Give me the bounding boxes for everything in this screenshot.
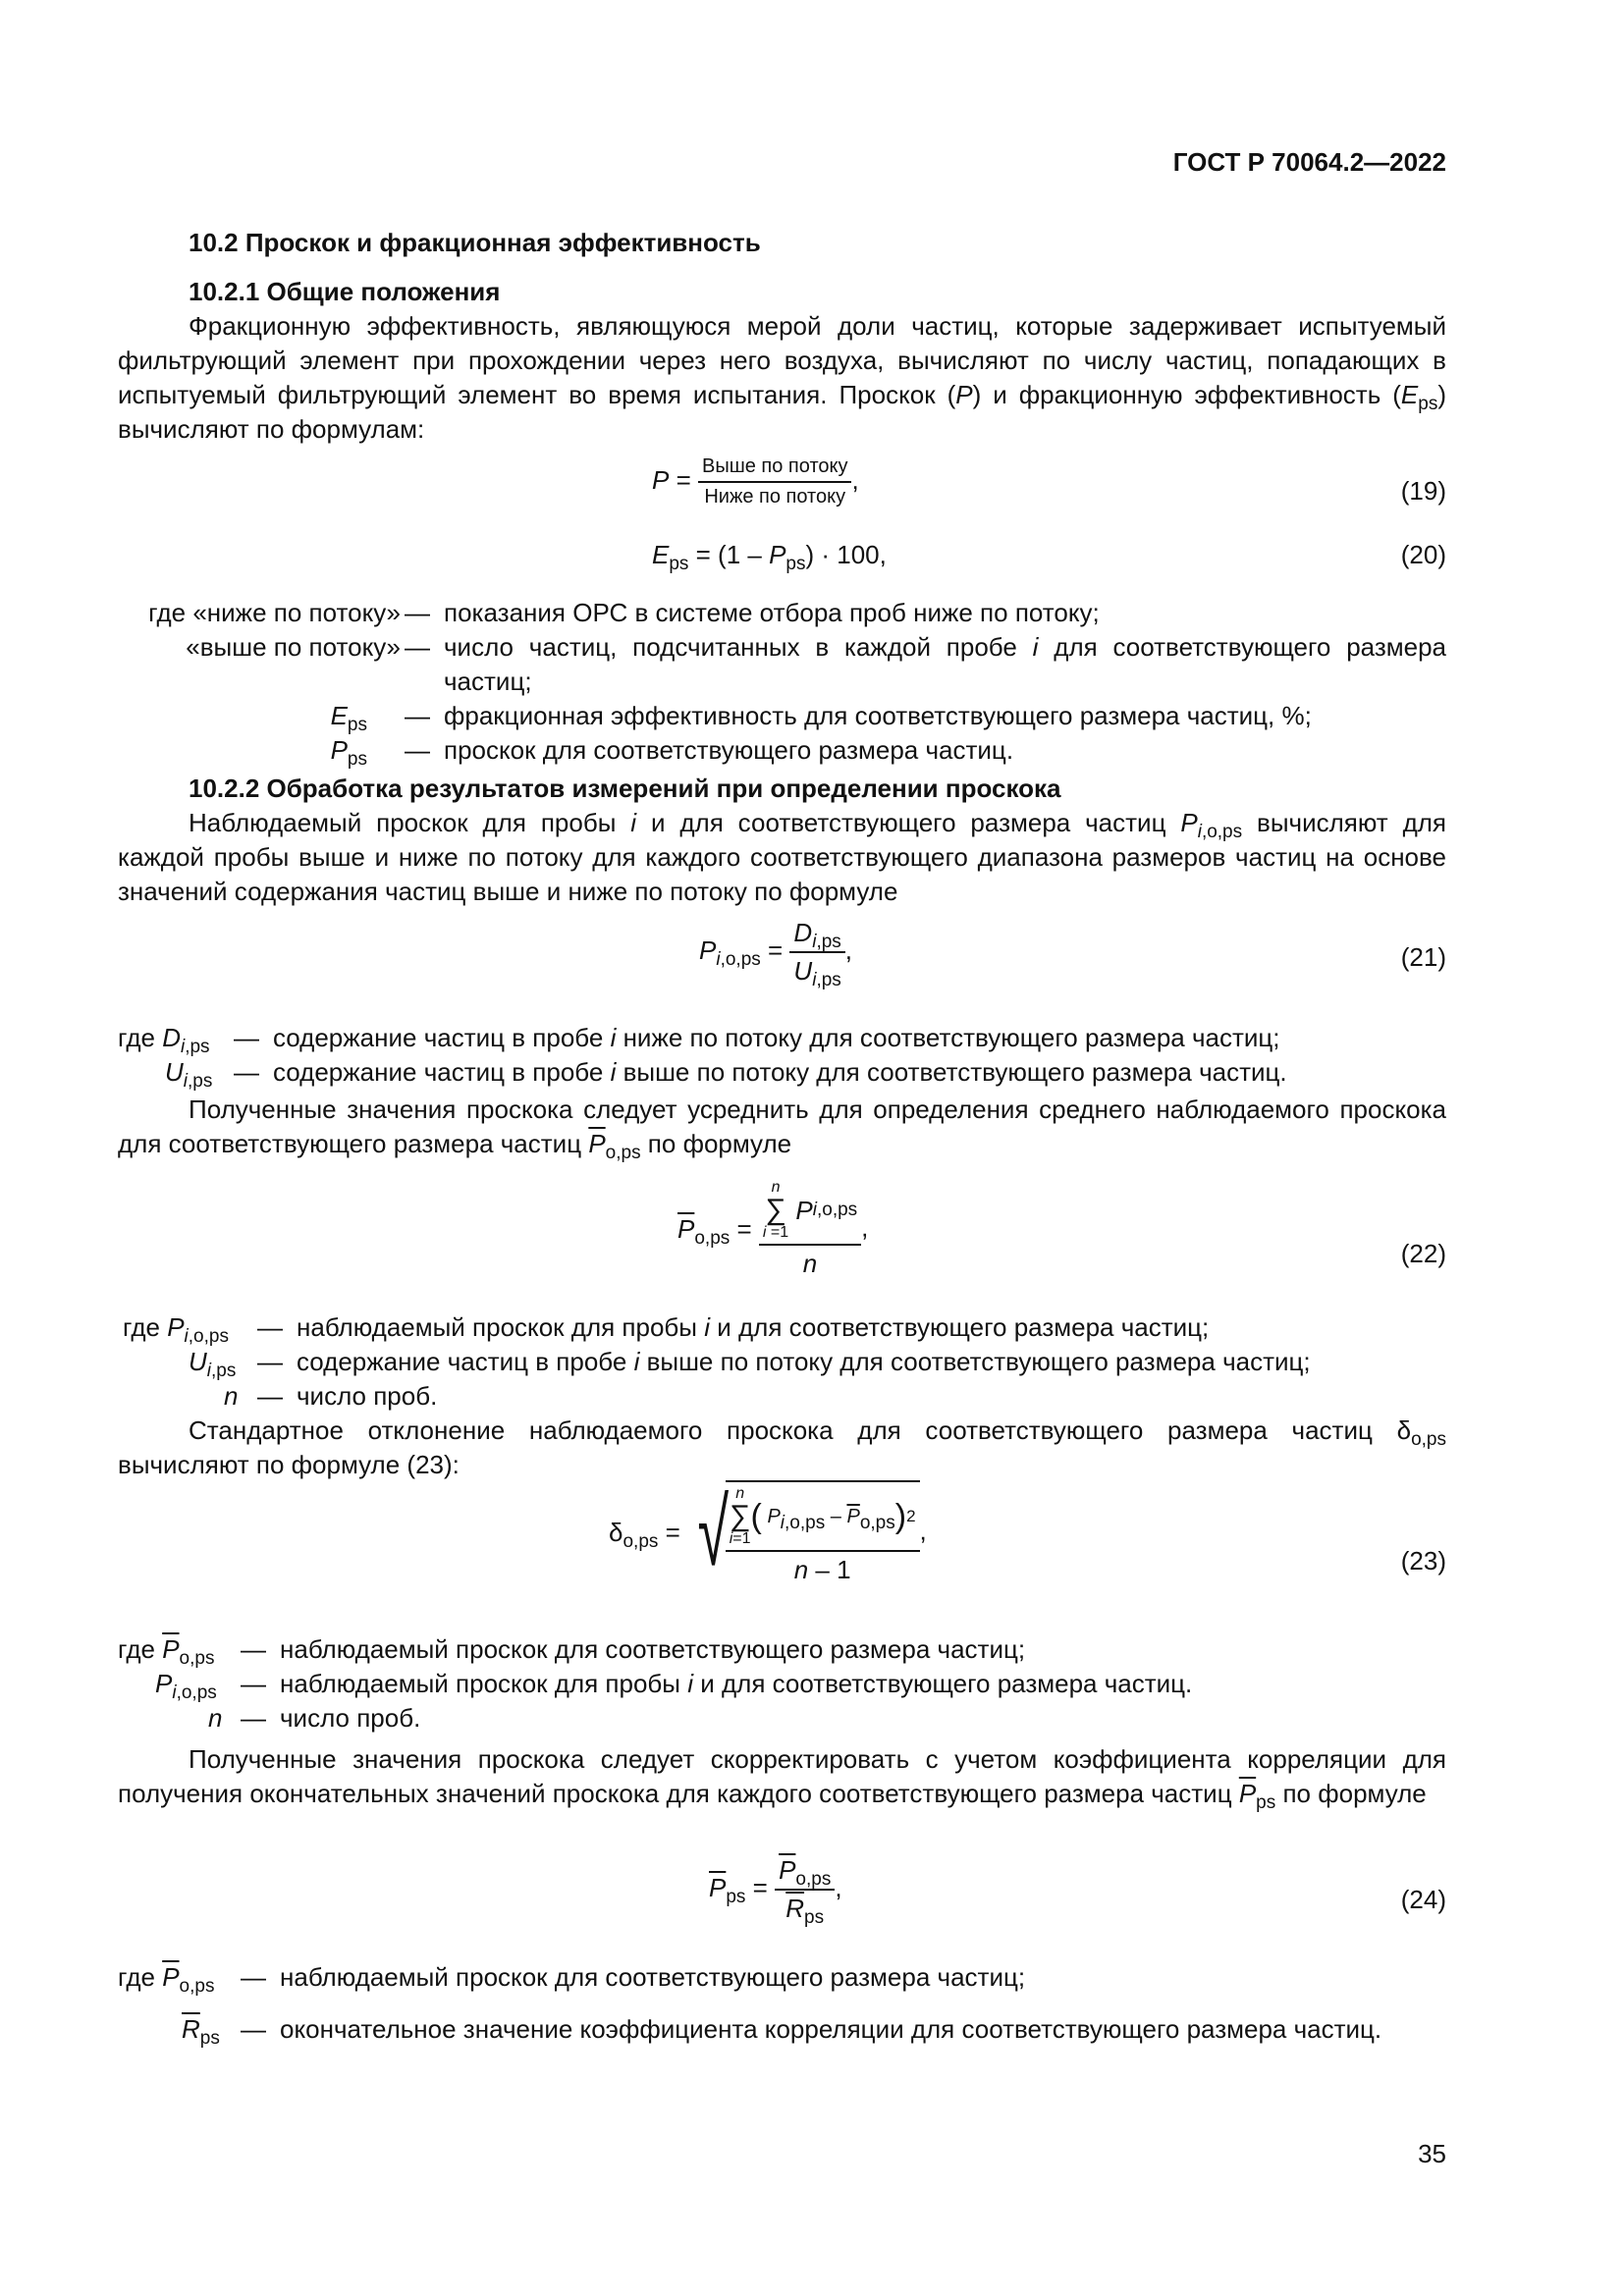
where3-dash: — [257, 1347, 283, 1376]
where1-def-eps: фракционная эффективность для соответствующего размера частиц, %; [444, 701, 1312, 730]
paragraph-averaging: Полученные значения проскока следует усреднить для определения среднего наблюдаемого проскока для соответствующего размера частиц $\overline{P}_{o,ps}$ по формуле [118, 1095, 1446, 1163]
where1-dash: — [405, 701, 430, 730]
where2-dash: — [234, 1023, 259, 1052]
where4-def-n: число проб. [280, 1703, 421, 1733]
where2-term-d: где $D_{i,ps}$ [118, 1023, 210, 1057]
equation-number-24: (24) [1400, 1885, 1446, 1914]
where3-term-n: n [224, 1381, 239, 1411]
where2-def-d: содержание частиц в пробе i ниже по потоку для соответствующего размера частиц; [273, 1023, 1280, 1052]
where4-def-pbar: наблюдаемый проскок для соответствующего размера частиц; [280, 1634, 1026, 1664]
equation-number-23: (23) [1400, 1546, 1446, 1575]
where5-def-rbar: окончательное значение коэффициента корреляции для соответствующего размера частиц. [280, 2014, 1382, 2044]
formula-24: $\overline{P}_{ps}$ = $\frac{\overline{P}_{o,ps}}{\overline{R}_{ps}}$ , [709, 1855, 842, 1928]
where3-def-p: наблюдаемый проскок для пробы i и для соответствующего размера частиц; [297, 1312, 1210, 1342]
document-code: ГОСТ Р 70064.2—2022 [1172, 147, 1446, 177]
where3-dash: — [257, 1381, 283, 1411]
formula-22: $\overline{P}_{o,ps}$ = n ∑ i =1 P i,o,ps n , [677, 1179, 869, 1278]
where1-def-upstream: число частиц, подсчитанных в каждой пробе i для соответствующего размера частиц; [444, 632, 1446, 696]
where3-term-u: $U_{i,ps}$ [189, 1347, 237, 1381]
where1-term-upstream: «выше по потоку» [186, 632, 401, 662]
where1-term-downstream: где «ниже по потоку» [148, 598, 401, 627]
where2-dash: — [234, 1057, 259, 1087]
where1-term-pps: $P_{ps}$ [330, 735, 367, 770]
where3-dash: — [257, 1312, 283, 1342]
where2-term-u: $U_{i,ps}$ [165, 1057, 213, 1092]
equation-number-20: (20) [1400, 540, 1446, 569]
section-title: 10.2 Проскок и фракционная эффективность [189, 228, 761, 257]
where1-dash: — [405, 632, 430, 662]
equation-number-22: (22) [1400, 1239, 1446, 1268]
where1-def-pps: проскок для соответствующего размера частиц. [444, 735, 1014, 765]
paragraph-general: Фракционную эффективность, являющуюся мерой доли частиц, которые задерживает испытуемый фильтрующий элемент при прохождении через него воздуха, вычисляют по числу частиц, попадающих в испытуемый фильтрующий элемент во время испытания. Проскок (P) и фракционную эффективность $(E_{ps})$ вычисляют по формулам: [118, 311, 1446, 444]
where5-dash: — [241, 2014, 266, 2044]
paragraph-processing: Наблюдаемый проскок для пробы i и для соответствующего размера частиц $P_{i,o,ps}$ вычисляют для каждой пробы выше и ниже по потоку для каждого соответствующего диапазона размеров частиц на основе значений содержания частиц выше и ниже по потоку по формуле [118, 808, 1446, 906]
equation-number-21: (21) [1400, 942, 1446, 972]
where2-def-u: содержание частиц в пробе i выше по потоку для соответствующего размера частиц. [273, 1057, 1287, 1087]
formula-23: $\delta_{o,ps}$ = √ n ∑ i=1 ( $P_{i,o,ps} - \overline{P}_{o,ps}$ ) 2 n – 1 , [609, 1479, 927, 1585]
where4-term-n: n [208, 1703, 223, 1733]
where3-term-p: где $P_{i,o,ps}$ [123, 1312, 229, 1347]
where4-term-p: $P_{i,o,ps}$ [155, 1669, 217, 1703]
where5-term-pbar: где $\overline{P}_{o,ps}$ [118, 1962, 215, 1997]
subsection-title-general: 10.2.1 Общие положения [189, 277, 501, 306]
formula-21: $P_{i,o,ps}$ = $\frac{D_{i,ps}}{U_{i,ps}}$ , [699, 918, 853, 990]
where4-dash: — [241, 1703, 266, 1733]
paragraph-std-dev: Стандартное отклонение наблюдаемого проскока для соответствующего размера частиц $\delta_{o,ps}$ вычисляют по формуле (23): [118, 1415, 1446, 1479]
where3-def-n: число проб. [297, 1381, 438, 1411]
where1-dash: — [405, 598, 430, 627]
paragraph-correction: Полученные значения проскока следует скорректировать с учетом коэффициента корреляции для получения окончательных значений проскока для каждого соответствующего размера частиц $\overline{P}_{ps}$ по формуле [118, 1744, 1446, 1813]
where3-def-u: содержание частиц в пробе i выше по потоку для соответствующего размера частиц; [297, 1347, 1311, 1376]
subsection-title-processing: 10.2.2 Обработка результатов измерений при определении проскока [189, 774, 1061, 803]
where4-dash: — [241, 1634, 266, 1664]
where4-term-pbar: где $\overline{P}_{o,ps}$ [118, 1634, 215, 1669]
where1-term-eps: $E_{ps}$ [330, 701, 367, 735]
where1-def-downstream: показания ОРС в системе отбора проб ниже по потоку; [444, 598, 1100, 627]
where4-dash: — [241, 1669, 266, 1698]
where4-def-p: наблюдаемый проскок для пробы i и для соответствующего размера частиц. [280, 1669, 1193, 1698]
page-number: 35 [1418, 2139, 1446, 2168]
where5-def-pbar: наблюдаемый проскок для соответствующего размера частиц; [280, 1962, 1026, 1992]
where5-dash: — [241, 1962, 266, 1992]
where5-term-rbar: $\overline{R}_{ps}$ [182, 2014, 220, 2049]
formula-19: P = $\frac{\text{Выше по потоку}}{\text{Ниже по потоку}}$ , [652, 455, 859, 507]
formula-20: $E_{ps} = (1 - P_{ps}) \cdot 100$, [652, 540, 887, 574]
equation-number-19: (19) [1400, 476, 1446, 506]
where1-dash: — [405, 735, 430, 765]
